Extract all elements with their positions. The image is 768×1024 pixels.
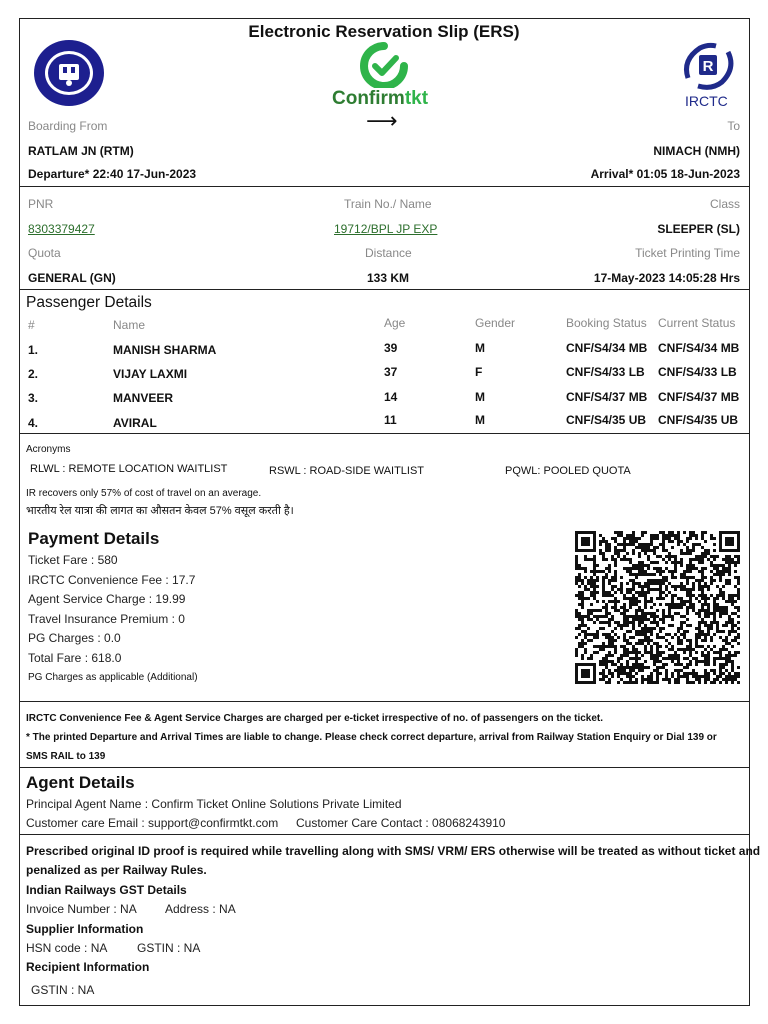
current-status: CNF/S4/37 MB: [658, 390, 740, 404]
travel-class: SLEEPER (SL): [657, 222, 740, 236]
from-station: RATLAM JN (RTM): [28, 144, 134, 158]
pg-charges-note: PG Charges as applicable (Additional): [28, 672, 198, 683]
id-proof-note-line1: Prescribed original ID proof is required while travelling along with SMS/ VRM/ ERS otherwise will be treated as without ticket and: [26, 844, 761, 858]
pnr-link[interactable]: 8303379427: [28, 222, 95, 236]
supplier-info-heading: Supplier Information: [26, 922, 144, 936]
divider: [19, 289, 750, 290]
train-link[interactable]: 19712/BPL JP EXP: [334, 222, 438, 236]
passenger-gender: M: [475, 341, 485, 355]
col-current-status: Current Status: [658, 316, 736, 330]
passenger-number: 4.: [28, 416, 39, 430]
recipient-gstin: GSTIN : NA: [31, 983, 95, 997]
passenger-number: 2.: [28, 367, 39, 381]
passenger-age: 39: [384, 341, 398, 355]
acronym-rswl: RSWL : ROAD-SIDE WAITLIST: [269, 465, 425, 477]
agent-details-heading: Agent Details: [26, 773, 135, 792]
train-label: Train No./ Name: [344, 197, 432, 211]
passenger-number: 1.: [28, 343, 39, 357]
payment-details-heading: Payment Details: [28, 529, 160, 548]
divider: [19, 834, 750, 835]
customer-care-email: Customer care Email : support@confirmtkt.com: [26, 816, 279, 830]
recipient-info-heading: Recipient Information: [26, 960, 150, 974]
passenger-name: AVIRAL: [113, 416, 157, 430]
booking-status: CNF/S4/37 MB: [566, 390, 648, 404]
col-age: Age: [384, 316, 406, 330]
cost-recovery-note-hi: भारतीय रेल यात्रा की लागत का औसतन केवल 57% वसूल करती है।: [26, 505, 294, 517]
confirmtkt-logo: [330, 42, 440, 112]
passenger-age: 14: [384, 390, 398, 404]
total-fare: Total Fare : 618.0: [28, 651, 122, 665]
divider: [19, 186, 750, 187]
passenger-name: MANISH SHARMA: [113, 343, 217, 357]
qr-code: [575, 531, 740, 686]
agent-service-charge: Agent Service Charge : 19.99: [28, 592, 186, 606]
to-station: NIMACH (NMH): [653, 144, 740, 158]
direction-arrow-icon: ⟶: [366, 108, 398, 133]
confirmtkt-check-icon: [358, 42, 410, 88]
divider: [19, 433, 750, 434]
passenger-age: 37: [384, 365, 398, 379]
current-status: CNF/S4/33 LB: [658, 365, 737, 379]
customer-care-contact: Customer Care Contact : 08068243910: [296, 816, 506, 830]
convenience-fee: IRCTC Convenience Fee : 17.7: [28, 573, 196, 587]
col-booking-status: Booking Status: [566, 316, 647, 330]
col-number: #: [28, 318, 35, 332]
irctc-text: IRCTC: [685, 93, 728, 109]
pnr-label: PNR: [28, 197, 54, 211]
id-proof-note-line2: penalized as per Railway Rules.: [26, 863, 207, 877]
distance-value: 133 KM: [367, 271, 410, 285]
address: Address : NA: [165, 902, 236, 916]
cost-recovery-note-en: IR recovers only 57% of cost of travel on an average.: [26, 488, 262, 499]
passenger-details-heading: Passenger Details: [26, 294, 152, 311]
booking-status: CNF/S4/33 LB: [566, 365, 645, 379]
passenger-name: MANVEER: [113, 391, 174, 405]
hsn-code: HSN code : NA: [26, 941, 108, 955]
passenger-age: 11: [384, 413, 397, 427]
acronym-rlwl: RLWL : REMOTE LOCATION WAITLIST: [30, 463, 228, 475]
print-time-value: 17-May-2023 14:05:28 Hrs: [593, 271, 740, 285]
passenger-gender: M: [475, 413, 485, 427]
indian-railways-logo: [32, 38, 106, 113]
gst-details-heading: Indian Railways GST Details: [26, 883, 187, 897]
confirm-text: Confirm: [332, 88, 405, 109]
time-note-line1: * The printed Departure and Arrival Times are liable to change. Please check correct departure, arrival from Railway Station Enquiry or Dial 139 or: [26, 732, 717, 743]
current-status: CNF/S4/34 MB: [658, 341, 740, 355]
booking-status: CNF/S4/35 UB: [566, 413, 647, 427]
principal-agent: Principal Agent Name : Confirm Ticket Online Solutions Private Limited: [26, 797, 402, 811]
time-note-line2: SMS RAIL to 139: [26, 751, 106, 762]
passenger-number: 3.: [28, 391, 39, 405]
travel-insurance: Travel Insurance Premium : 0: [28, 612, 185, 626]
arrival-time: Arrival* 01:05 18-Jun-2023: [590, 167, 740, 181]
to-label: To: [727, 119, 740, 133]
fee-note: IRCTC Convenience Fee & Agent Service Charges are charged per e-ticket irrespective of no. of passengers on the ticket.: [26, 713, 604, 724]
svg-text:R: R: [702, 58, 714, 75]
passenger-gender: M: [475, 390, 485, 404]
irctc-emblem-icon: [678, 38, 738, 92]
page-title: Electronic Reservation Slip (ERS): [248, 22, 520, 41]
class-label: Class: [709, 197, 740, 211]
passenger-gender: F: [475, 365, 483, 379]
acronyms-heading: Acronyms: [26, 444, 71, 455]
tkt-text: tkt: [404, 88, 429, 109]
acronym-pqwl: PQWL: POOLED QUOTA: [505, 465, 631, 477]
passenger-name: VIJAY LAXMI: [113, 367, 188, 381]
print-time-label: Ticket Printing Time: [635, 246, 740, 260]
col-gender: Gender: [475, 316, 516, 330]
ticket-fare: Ticket Fare : 580: [28, 553, 118, 567]
distance-label: Distance: [365, 246, 412, 260]
pg-charges: PG Charges : 0.0: [28, 631, 121, 645]
current-status: CNF/S4/35 UB: [658, 413, 739, 427]
quota-value: GENERAL (GN): [28, 271, 116, 285]
quota-label: Quota: [28, 246, 61, 260]
boarding-from-label: Boarding From: [28, 119, 108, 133]
supplier-gstin: GSTIN : NA: [137, 941, 201, 955]
invoice-number: Invoice Number : NA: [26, 902, 137, 916]
divider: [19, 701, 750, 702]
departure-time: Departure* 22:40 17-Jun-2023: [28, 167, 197, 181]
divider: [19, 767, 750, 768]
col-name: Name: [113, 318, 146, 332]
booking-status: CNF/S4/34 MB: [566, 341, 648, 355]
irctc-logo: [676, 38, 742, 110]
